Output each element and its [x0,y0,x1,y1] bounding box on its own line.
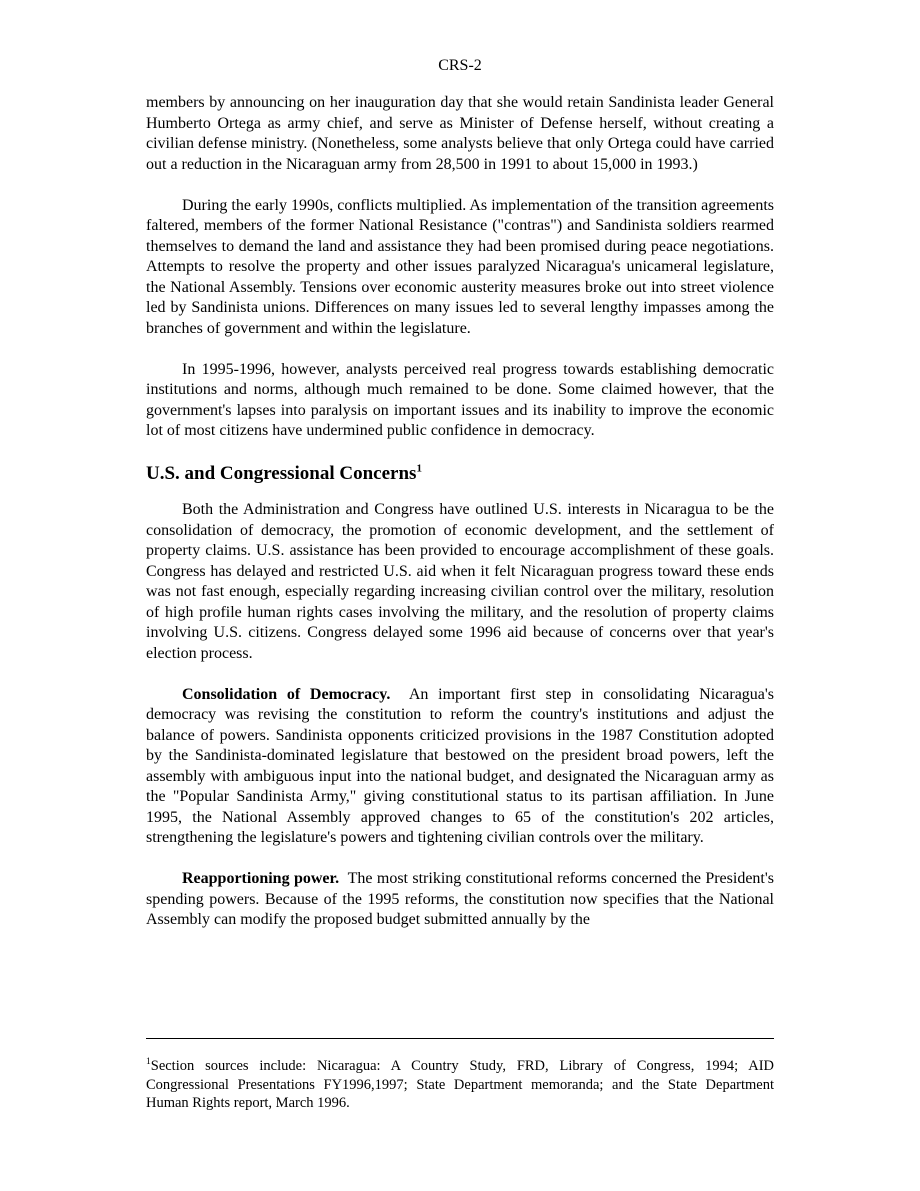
runin-heading-reapportioning: Reapportioning power. [182,870,340,887]
paragraph-consolidation [146,685,774,849]
section-heading-text: U.S. and Congressional Concerns [146,463,417,484]
runin-heading-consolidation: Consolidation of Democracy. [182,685,391,703]
section-heading [146,462,774,486]
paragraph-us-interests: Both the Administration and Congress have outlined U.S. interests in Nicaragua to be the consolidation of democracy, the promotion of economic development, and the settlement of property claims. U.S. assistance has been provided to encourage accomplishment of these goals. Congress has delayed and restricted U.S. aid when it felt Nicaraguan progress toward these ends was not fast enough, especially regarding increasing civilian control over the military, resolution of high profile human rights cases involving the military, and the resolution of property claims involving U.S. citizens. Congress delayed some 1996 aid because of concerns over that year's election process. [146,501,774,662]
paragraph-progress: In 1995-1996, however, analysts perceived real progress towards establishing democratic institutions and norms, although much remained to be done. Some claimed however, that the government's lapses into paralysis on important issues and its inability to improve the economic lot of most citizens have undermined public confidence in democracy. [146,360,774,439]
footnote-text: Section sources include: Nicaragua: A Country Study, FRD, Library of Congress, 1994; AID Congressional Presentations FY1996,1997; State Department memoranda; and the State Department Human Rights report, March 1996. [146,1058,774,1111]
footnote-reference: 1 [416,462,422,475]
footnote [146,1057,774,1113]
paragraph-conflicts: During the early 1990s, conflicts multiplied. As implementation of the transition agreements faltered, members of the former National Resistance ("contras") and Sandinista soldiers rearmed themselves to demand the land and assistance they had been promised during peace negotiations. Attempts to resolve the property and other issues paralyzed Nicaragua's unicameral legislature, the National Assembly. Tensions over economic austerity measures broke out into street violence led by Sandinista unions. Differences on many issues led to several lengthy impasses among the branches of government and within the legislature. [146,196,774,337]
paragraph-continuation: members by announcing on her inauguration day that she would retain Sandinista leader General Humberto Ortega as army chief, and serve as Minister of Defense herself, without creating a civilian defense ministry. (Nonetheless, some analysts believe that only Ortega could have carried out a reduction in the Nicaraguan army from 28,500 in 1991 to about 15,000 in 1993.) [146,94,774,173]
paragraph-reapportioning [146,869,774,931]
footnote-mark: 1 [146,1057,151,1068]
paragraph-consolidation-text: An important first step in consolidating Nicaragua's democracy was revising the constitution to reform the country's institutions and adjust the balance of powers. Sandinista opponents criticized provisions in the 1987 Constitution adopted by the Sandinista-dominated legislature that bestowed on the president broad powers, left the assembly with ambiguous input into the national budget, and designated the Nicaraguan army as the "Popular Sandinista Army," giving constitutional status to its partisan affiliation. In June 1995, the National Assembly approved changes to 65 of the constitution's 202 articles, strengthening the legislature's powers and tightening civilian controls over the military. [146,685,774,846]
body-text [146,93,774,951]
page-header: CRS-2 [438,57,482,74]
paragraph-reapportioning-text: The most striking constitutional reforms concerned the President's spending powers. Because of the 1995 reforms, the constitution now specifies that the National Assembly can modify the proposed budget submitted annually by the [146,870,774,928]
footnote-divider [146,1038,774,1039]
